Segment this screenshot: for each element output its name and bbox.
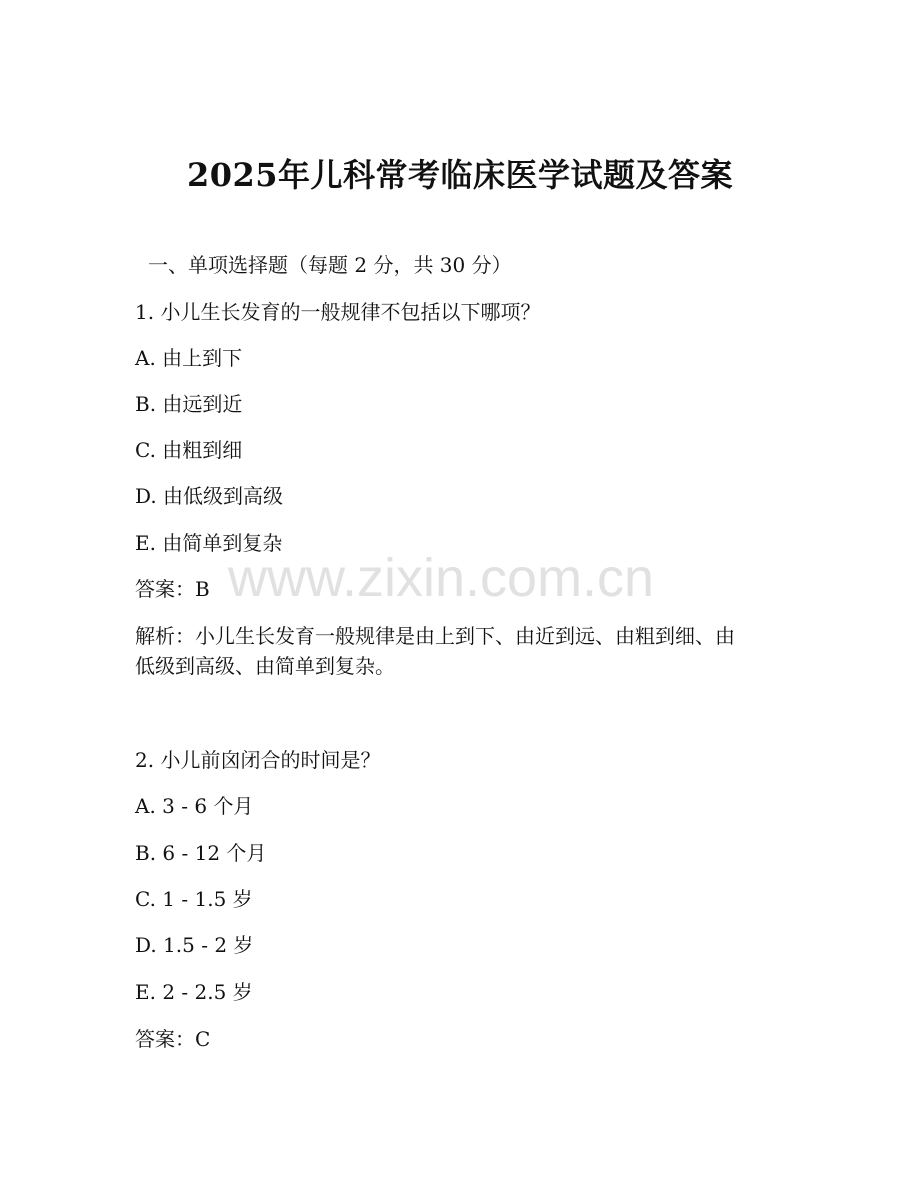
question-2-option-c: C. 1 - 1.5 岁: [135, 887, 253, 911]
question-1-option-a: A. 由上到下: [135, 346, 243, 370]
question-2-option-a: A. 3 - 6 个月: [135, 794, 254, 818]
question-1-option-e: E. 由简单到复杂: [135, 531, 283, 555]
site-watermark: www.zixin.com.cn: [228, 548, 655, 608]
question-2-answer: 答案：C: [135, 1027, 211, 1051]
question-1-option-b: B. 由远到近: [135, 392, 243, 416]
question-1-option-d: D. 由低级到高级: [135, 484, 284, 508]
question-2-option-e: E. 2 - 2.5 岁: [135, 980, 253, 1004]
question-2-option-b: B. 6 - 12 个月: [135, 841, 267, 865]
question-1-answer: 答案：B: [135, 577, 210, 601]
question-2-stem: 2. 小儿前囟闭合的时间是？: [135, 748, 381, 772]
document-title: 2025年儿科常考临床医学试题及答案: [186, 156, 734, 194]
question-1-explanation-line-1: 解析：小儿生长发育一般规律是由上到下、由近到远、由粗到细、由: [135, 624, 735, 648]
question-1-stem: 1. 小儿生长发育的一般规律不包括以下哪项？: [135, 300, 541, 324]
question-1-explanation-line-2: 低级到高级、由简单到复杂。: [135, 654, 395, 678]
question-2-option-d: D. 1.5 - 2 岁: [135, 933, 254, 957]
section-heading: 一、单项选择题（每题 2 分，共 30 分）: [148, 253, 512, 277]
question-1-option-c: C. 由粗到细: [135, 438, 243, 462]
